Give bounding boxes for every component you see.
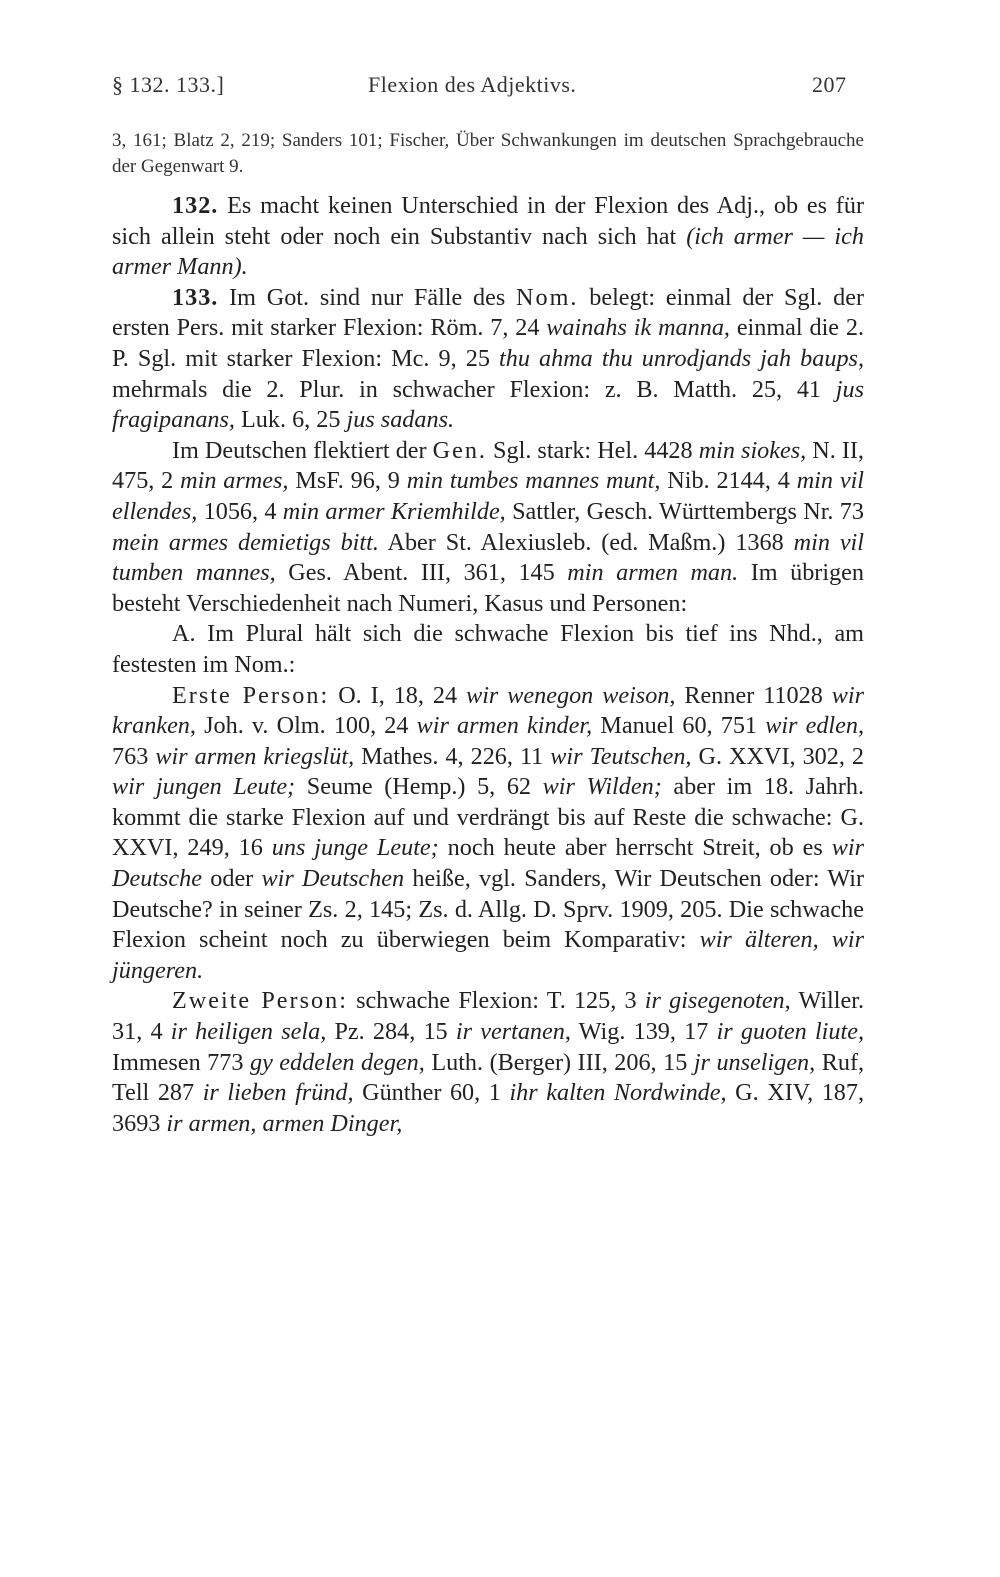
example: min armer Kriemhilde, bbox=[282, 497, 506, 525]
example: mein armes demietigs bitt. bbox=[112, 528, 379, 556]
example: wir kranken, bbox=[112, 681, 865, 740]
example: wir Deutschen bbox=[261, 865, 405, 893]
example: jr unseligen, bbox=[693, 1048, 816, 1076]
example: ir guoten liute, bbox=[716, 1018, 864, 1046]
paragraph-a: A. Im Plural hält sich die schwache Flexion bis tief ins Nhd., am festesten im Nom.: bbox=[112, 620, 864, 678]
page-number: 207 bbox=[812, 72, 847, 97]
main-text bbox=[112, 191, 864, 1139]
example: wir Teutschen, bbox=[550, 742, 692, 770]
example: wir armen kinder, bbox=[416, 712, 593, 740]
example: wir Wilden; bbox=[542, 773, 662, 801]
example: min vil ellendes, bbox=[112, 467, 865, 525]
paragraph-second-person: Zweite Person: schwache Flexion: T. 125, 3 ir gisegenoten, Willer. 31, 4 ir heiligen sela, Pz. 284, 15 ir vertanen, Wig. 139, 17 ir guoten liute, Immesen 773 gy eddelen degen, Luth. (Berger) III, 206, 15 jr unseligen, Ruf, Tell 287 ir lieben fründ, Günther 60, 1 ihr kalten Nordwinde, G. XIV, 187, 3693 ir armen, armen Dinger, bbox=[112, 987, 865, 1137]
example: wainahs ik manna, bbox=[546, 314, 730, 342]
example: wir jungen Leute; bbox=[112, 773, 296, 801]
paragraph-genitive: Im Deutschen flektiert der Gen. Sgl. stark: Hel. 4428 min siokes, N. II, 475, 2 min armes, MsF. 96, 9 min tumbes mannes munt, Nib. 2144, 4 min vil ellendes, 1056, 4 min armer Kriemhilde, Sattler, Gesch. Württembergs Nr. 73 mein armes demietigs bitt. Aber St. Alexiusleb. (ed. Maßm.) 1368 min vil tumben mannes, Ges. Abent. III, 361, 145 min armen man. Im übrigen besteht Verschiedenheit nach Numeri, Kasus und Personen: bbox=[112, 436, 865, 617]
example: ir heiligen sela, bbox=[170, 1018, 327, 1046]
example: wir edlen, bbox=[765, 712, 865, 740]
example: wir armen kriegslüt, bbox=[155, 742, 355, 770]
example: min vil tumben mannes, bbox=[112, 528, 864, 587]
example: min armen man. bbox=[567, 559, 739, 587]
section-reference: § 132. 133.] bbox=[112, 72, 225, 97]
section-133: 133. Im Got. sind nur Fälle des Nom. belegt: einmal der Sgl. der ersten Pers. mit starker Flexion: Röm. 7, 24 wainahs ik manna, einmal die 2. P. Sgl. mit starker Flexion: Mc. 9, 25 thu ahma thu unrodjands jah baups, mehrmals die 2. Plur. in schwacher Flexion: z. B. Matth. 25, 41 jus fragipanans, Luk. 6, 25 jus sadans. bbox=[112, 283, 865, 434]
example: min tumbes mannes munt, bbox=[406, 467, 661, 495]
example: ir lieben fründ, bbox=[202, 1079, 354, 1107]
example: gy eddelen degen, bbox=[249, 1048, 425, 1076]
example: (ich armer — ich armer Mann). bbox=[112, 222, 864, 281]
example: thu ahma thu unrodjands jah baups, bbox=[499, 344, 865, 372]
footnote-continuation bbox=[112, 128, 864, 180]
example: jus sadans. bbox=[346, 406, 455, 434]
example: ihr kalten Nordwinde, bbox=[509, 1079, 727, 1107]
example: wir älteren, wir jüngeren. bbox=[112, 926, 864, 984]
subheading: Erste Person: bbox=[172, 681, 330, 709]
example: uns junge Leute; bbox=[271, 834, 439, 862]
example: jus fragipanans, bbox=[112, 375, 864, 434]
example: ir gisegenoten, bbox=[644, 987, 791, 1015]
footnote-text: 3, 161; Blatz 2, 219; Sanders 101; Fischer, Über Schwankungen im deutschen Sprachgebrauche der Gegenwart 9. bbox=[112, 130, 864, 177]
section-number: 133. bbox=[172, 283, 219, 311]
paragraph-first-person: Erste Person: O. I, 18, 24 wir wenegon weison, Renner 11028 wir kranken, Joh. v. Olm. 100, 24 wir armen kinder, Manuel 60, 751 wir edlen, 763 wir armen kriegslüt, Mathes. 4, 226, 11 wir Teutschen, G. XXVI, 302, 2 wir jungen Leute; Seume (Hemp.) 5, 62 wir Wilden; aber im 18. Jahrh. kommt die starke Flexion auf und verdrängt bis auf Reste die schwache: G. XXVI, 249, 16 uns junge Leute; noch heute aber herrscht Streit, ob es wir Deutsche oder wir Deutschen heiße, vgl. Sanders, Wir Deutschen oder: Wir Deutsche? in seiner Zs. 2, 145; Zs. d. Allg. D. Sprv. 1909, 205. Die schwache Flexion scheint noch zu überwiegen beim Komparativ: wir älteren, wir jüngeren. bbox=[112, 681, 865, 984]
example: min siokes, bbox=[698, 436, 807, 464]
running-title: Flexion des Adjektivs. bbox=[368, 72, 577, 97]
section-132: 132. Es macht keinen Unterschied in der Flexion des Adj., ob es für sich allein steht oder noch ein Substantiv nach sich hat (ich armer — ich armer Mann). bbox=[112, 192, 864, 281]
example: min armes, bbox=[180, 467, 289, 495]
example: wir wenegon weison, bbox=[466, 681, 676, 709]
subheading: Zweite Person: bbox=[172, 987, 348, 1015]
example: wir Deutsche bbox=[112, 834, 865, 893]
section-number: 132. bbox=[172, 192, 219, 219]
example: ir vertanen, bbox=[455, 1018, 571, 1046]
example: ir armen, armen Dinger, bbox=[166, 1109, 403, 1137]
